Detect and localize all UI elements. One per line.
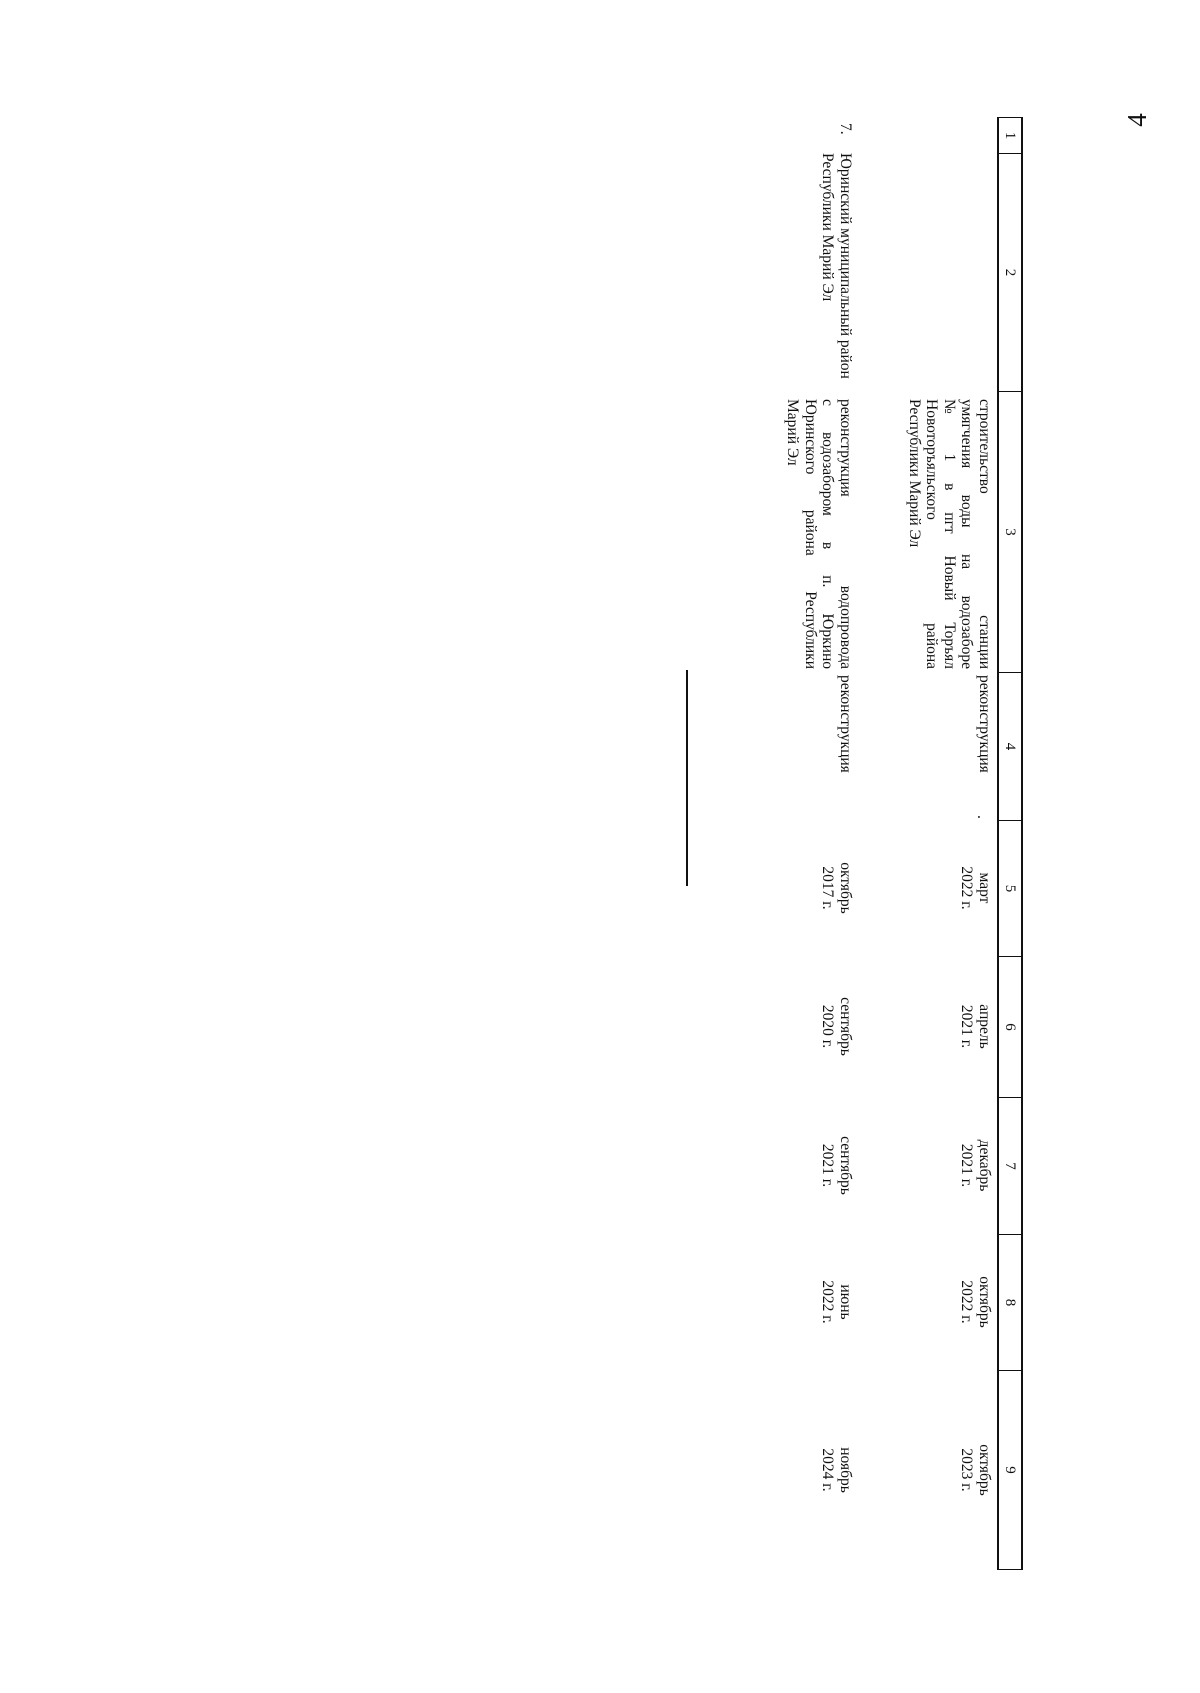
row1-col8-year: 2022 г. — [958, 1280, 976, 1324]
row2-object-description — [784, 399, 854, 669]
end-of-table-rule — [687, 670, 689, 886]
rotated-table-page — [623, 117, 1023, 1570]
row1-object-line-4: Новоторъяльского района — [923, 399, 941, 669]
row1-object-line-1: строительство станции — [976, 399, 993, 669]
row2-object-line-3: Юринского района Республики — [802, 399, 819, 669]
row2-col7 — [819, 1097, 854, 1234]
col-header-4: 4 — [999, 672, 1021, 820]
row1-col9-year: 2023 г. — [958, 1448, 976, 1492]
col-header-8: 8 — [999, 1234, 1021, 1370]
row1-object-line-2: умягчения воды на водозаборе — [958, 399, 976, 669]
row1-object-line-3: № 1 в пгт Новый Торъял — [941, 399, 958, 669]
row2-col5-month: октябрь — [837, 862, 854, 914]
row1-col8-month: октябрь — [976, 1276, 993, 1328]
row2-col5-year: 2017 г. — [819, 866, 837, 910]
row2-col7-month: сентябрь — [837, 1136, 854, 1195]
row1-col5-month: март — [976, 872, 993, 904]
row1-col6-month: апрель — [976, 1004, 993, 1049]
row2-col8 — [819, 1234, 854, 1370]
row2-object-line-1: реконструкция водопровода — [837, 399, 854, 669]
row1-object-line-5: Республики Марий Эл — [906, 399, 923, 548]
row2-col5 — [819, 820, 854, 956]
col-header-1: 1 — [999, 117, 1021, 153]
row2-work-type: реконструкция — [837, 675, 854, 773]
row2-col6-month: сентябрь — [837, 997, 854, 1056]
row1-col5 — [958, 820, 993, 956]
row2-col9-month: ноябрь — [837, 1447, 854, 1493]
table-header-row — [997, 117, 1023, 1570]
row2-object-line-2: с водозабором в п. Юркино — [819, 399, 837, 669]
row2-number: 7. — [837, 123, 854, 135]
row2-col6 — [819, 956, 854, 1097]
row1-col6-year: 2021 г. — [958, 1004, 976, 1049]
col-header-7: 7 — [999, 1097, 1021, 1234]
row1-col7 — [958, 1097, 993, 1234]
page-number: 4 — [1122, 113, 1152, 127]
row2-col8-year: 2022 г. — [819, 1280, 837, 1324]
row2-col6-year: 2020 г. — [819, 1004, 837, 1049]
row1-col9 — [958, 1370, 993, 1570]
col-header-5: 5 — [999, 820, 1021, 956]
row1-work-type: реконструкция — [976, 675, 993, 773]
col-header-2: 2 — [999, 153, 1021, 391]
row1-col7-month: декабрь — [976, 1139, 993, 1192]
row1-col5-year: 2022 г. — [958, 866, 976, 910]
row1-dot: . — [974, 815, 991, 819]
col-header-9: 9 — [999, 1370, 1021, 1570]
row1-col8 — [958, 1234, 993, 1370]
row2-municipality: Юринский муниципальный район Республики Марий Эл — [819, 153, 854, 379]
col-header-6: 6 — [999, 956, 1021, 1097]
row2-col9 — [819, 1370, 854, 1570]
row1-col9-month: октябрь — [976, 1444, 993, 1496]
row2-col7-year: 2021 г. — [819, 1143, 837, 1188]
row1-col7-year: 2021 г. — [958, 1143, 976, 1188]
row2-col9-year: 2024 г. — [819, 1448, 837, 1492]
row1-object-description — [906, 399, 994, 669]
row2-object-line-4: Марий Эл — [784, 399, 802, 466]
row1-col6 — [958, 956, 993, 1097]
col-header-3: 3 — [999, 391, 1021, 672]
row2-col8-month: июнь — [837, 1284, 854, 1320]
